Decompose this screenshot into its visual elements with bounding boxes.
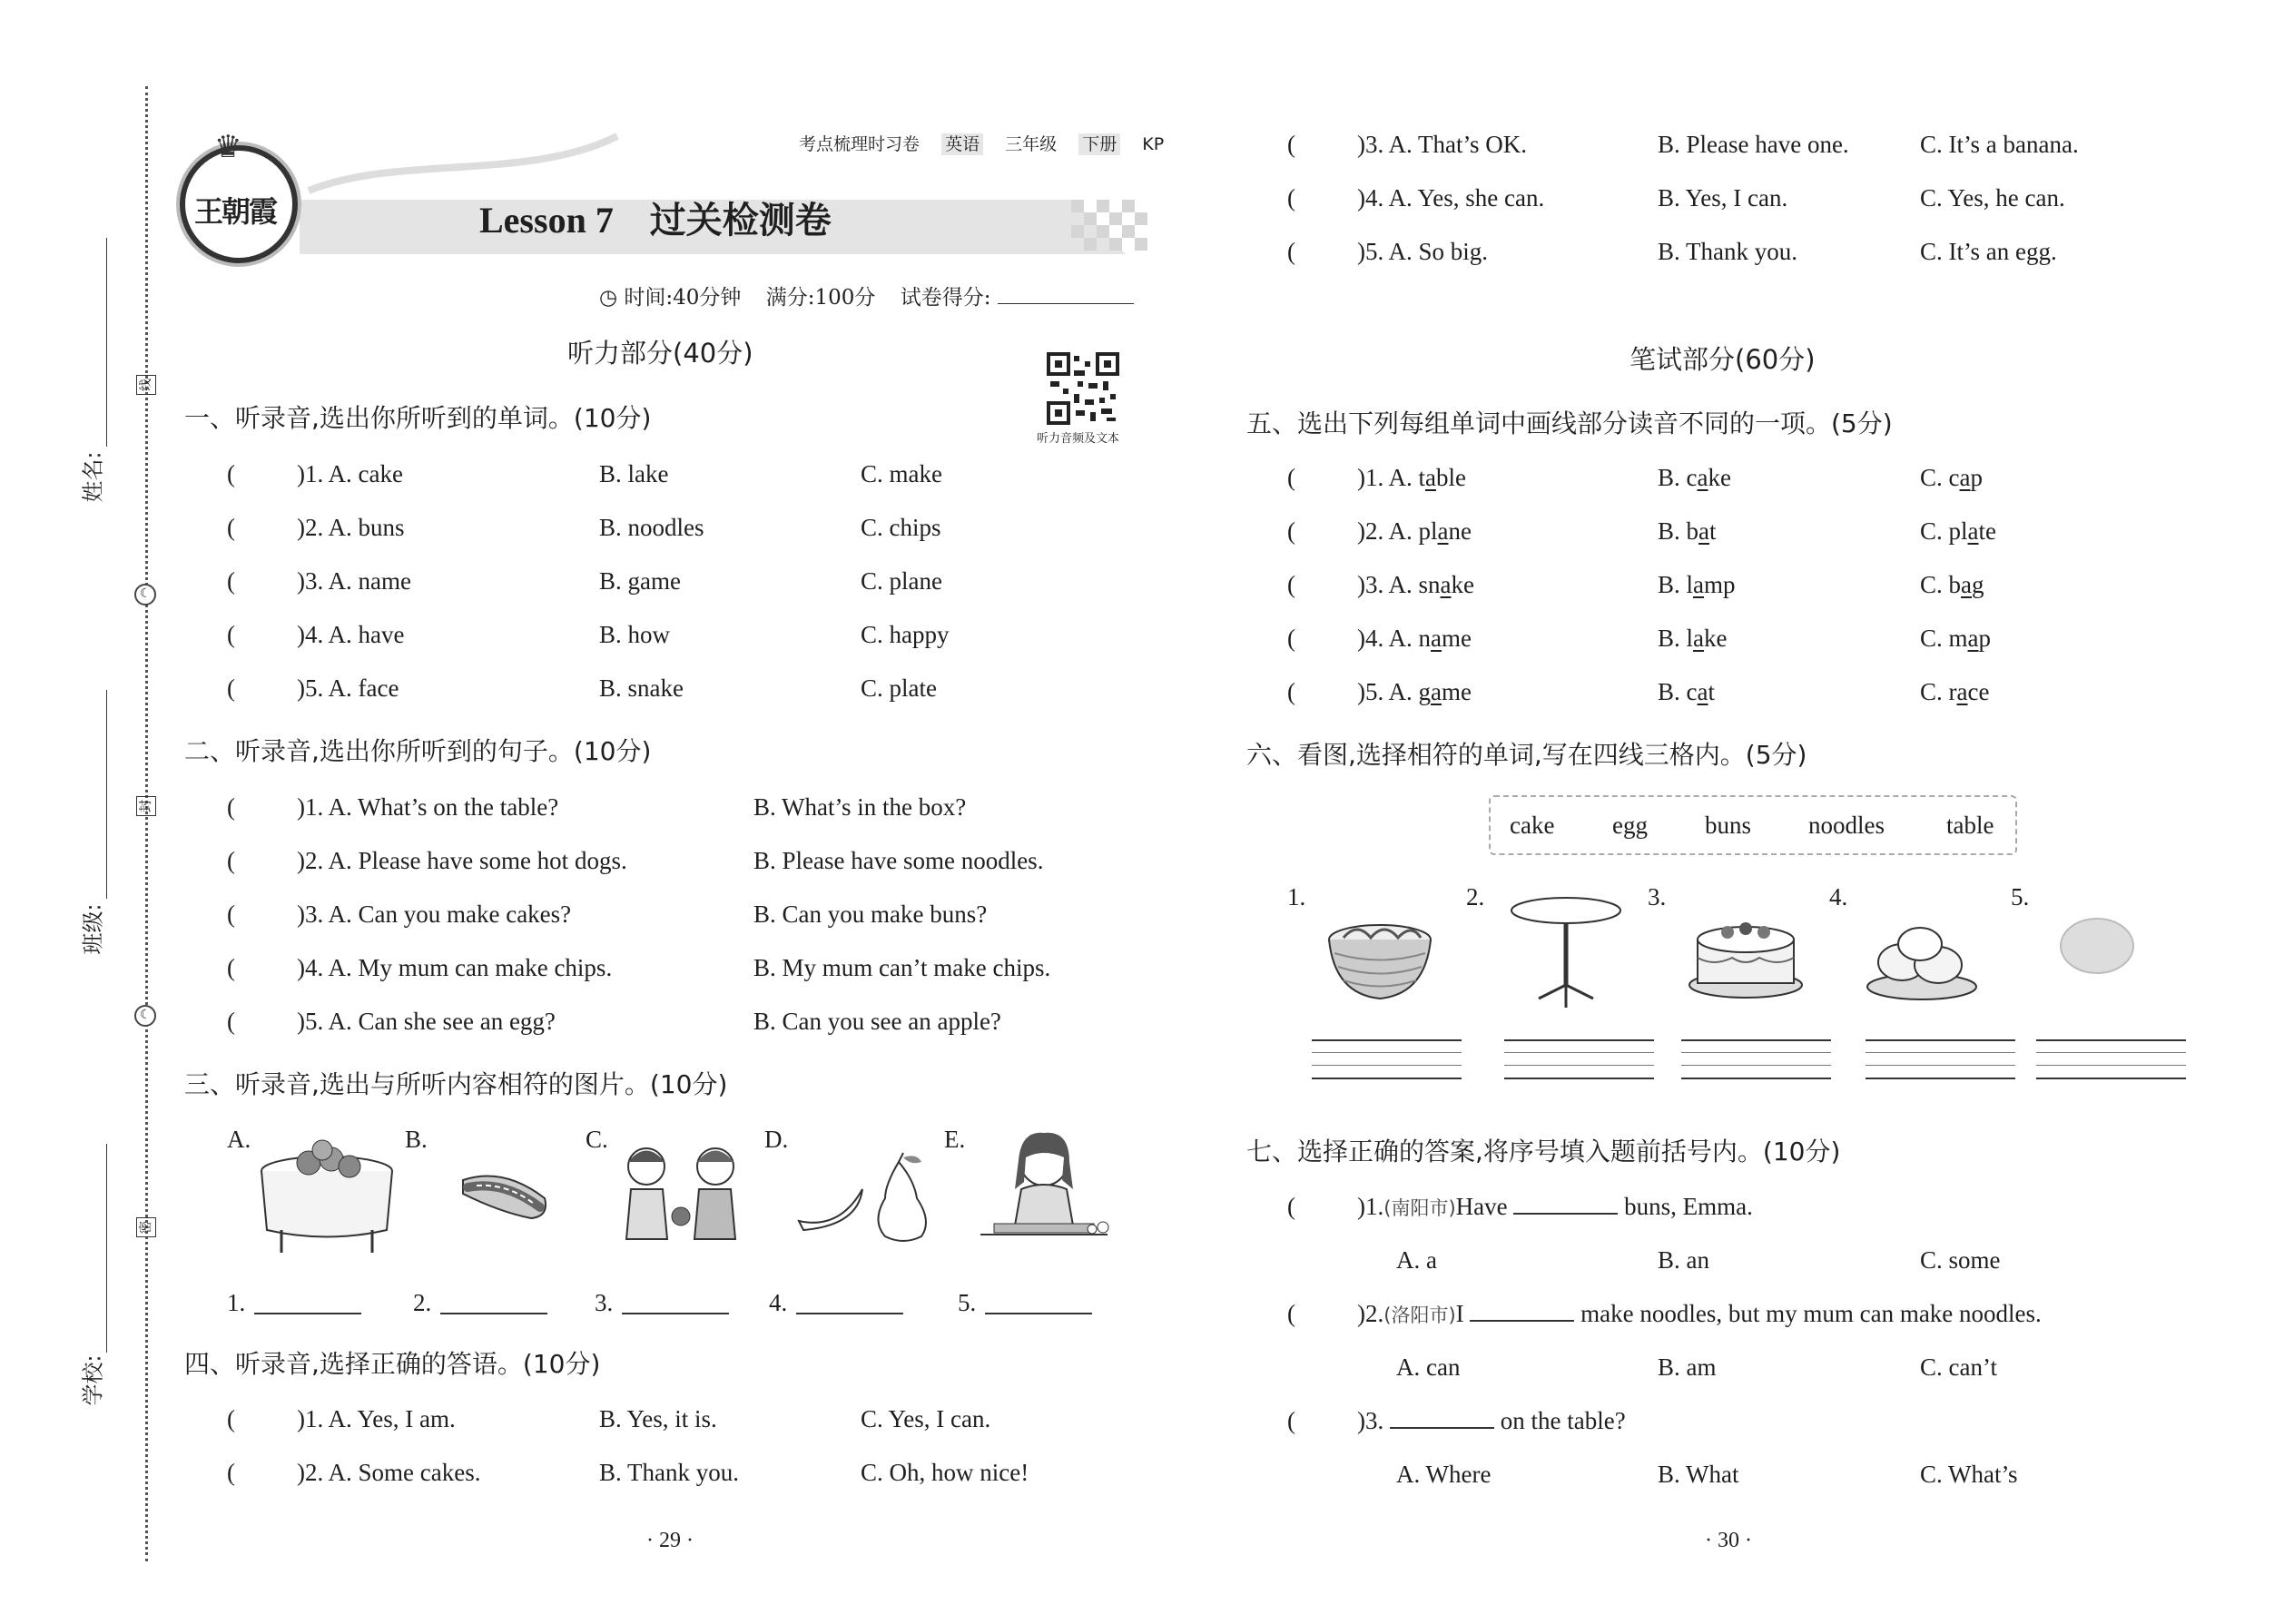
answer-bracket[interactable]: (: [227, 514, 235, 541]
s7-title: 七、选择正确的答案,将序号填入题前括号内。(10分): [1246, 1137, 1841, 1166]
answer-bracket[interactable]: (: [1287, 571, 1295, 598]
answer-bracket[interactable]: (: [1287, 464, 1295, 491]
list-item: ( )4. A. have: [227, 621, 405, 648]
option-b: B. lake: [599, 460, 669, 487]
pic-answer-5: 5.: [958, 1289, 977, 1316]
s7-question-2: ( )2.(洛阳市)I make noodles, but my mum can make noodles.: [1287, 1300, 2042, 1327]
list-item: ( )2. A. Please have some hot dogs.: [227, 847, 627, 874]
list-item: ( )5. A. game: [1287, 678, 1472, 705]
answer-bracket[interactable]: (: [1287, 131, 1295, 158]
school-write-line: [106, 1144, 107, 1353]
list-item: ( )2. A. plane: [1287, 517, 1472, 545]
option-c: C. cap: [1920, 464, 1983, 491]
left-page-number: · 29 ·: [646, 1529, 694, 1552]
list-item: ( )1. A. Yes, I am.: [227, 1405, 456, 1432]
word-bank-item: buns: [1705, 812, 1752, 839]
list-item: ( )1. A. table: [1287, 464, 1466, 491]
option-b: B. Thank you.: [599, 1459, 739, 1486]
time-label: 时间:40分钟: [624, 286, 742, 310]
option-b: B. lake: [1658, 625, 1728, 652]
s5-title: 五、选出下列每组单词中画线部分读音不同的一项。(5分): [1246, 408, 1893, 438]
qr-caption: 听力音频及文本: [1037, 432, 1120, 446]
pic-answer-4: 4.: [769, 1289, 788, 1316]
option-b: B. Can you make buns?: [753, 901, 988, 928]
answer-bracket[interactable]: (: [227, 1459, 235, 1486]
picture-number-4: 4.: [1829, 883, 1848, 910]
option-b: B. What: [1658, 1461, 1739, 1488]
option-c: C. plate: [1920, 517, 1996, 545]
answer-bracket[interactable]: (: [227, 567, 235, 595]
answer-bracket[interactable]: (: [227, 793, 235, 821]
answer-bracket[interactable]: (: [227, 901, 235, 928]
pic-letter-a: A.: [227, 1126, 251, 1153]
listening-title: 听力部分(40分): [567, 338, 753, 369]
cut-char-secret: 密: [136, 1217, 156, 1237]
option-b: B. Thank you.: [1658, 238, 1797, 265]
option-c: C. Oh, how nice!: [861, 1459, 1029, 1486]
answer-bracket[interactable]: (: [1287, 1407, 1295, 1434]
pic-answer-blank-3[interactable]: [622, 1311, 729, 1314]
option-b: B. noodles: [599, 514, 704, 541]
class-label: 班级:: [80, 903, 106, 955]
list-item: ( )2. A. Some cakes.: [227, 1459, 481, 1486]
option-c: C. race: [1920, 678, 1990, 705]
list-item: ( )5. A. So big.: [1287, 238, 1489, 265]
pic-letter-d: D.: [764, 1126, 789, 1153]
s1-title: 一、听录音,选出你所听到的单词。(10分): [184, 403, 652, 433]
answer-bracket[interactable]: (: [1287, 517, 1295, 545]
option-c: C. happy: [861, 621, 950, 648]
score-label: 试卷得分:: [900, 286, 991, 310]
option-a: A. a: [1396, 1246, 1437, 1274]
option-c: C. plate: [861, 674, 937, 702]
option-b: B. game: [599, 567, 681, 595]
option-c: C. Yes, he can.: [1920, 184, 2065, 212]
banana-and-pear-image: [794, 1153, 930, 1244]
cut-char-seal: 封: [136, 796, 156, 816]
answer-bracket[interactable]: (: [1287, 1193, 1295, 1220]
option-c: C. can’t: [1920, 1353, 1997, 1381]
picture-number-3: 3.: [1648, 883, 1667, 910]
pic-letter-e: E.: [944, 1126, 966, 1153]
list-item: ( )4. A. Yes, she can.: [1287, 184, 1545, 212]
option-b: B. Can you see an apple?: [753, 1008, 1001, 1035]
school-label: 学校:: [80, 1354, 106, 1406]
table-with-apples-image: [254, 1139, 399, 1257]
answer-bracket[interactable]: (: [227, 1405, 235, 1432]
option-c: C. map: [1920, 625, 1991, 652]
s6-title: 六、看图,选择相符的单词,写在四线三格内。(5分): [1246, 740, 1807, 770]
girls-playing-image: [608, 1139, 753, 1248]
name-write-line: [106, 238, 107, 447]
answer-bracket[interactable]: (: [227, 954, 235, 981]
list-item: ( )3. A. Can you make cakes?: [227, 901, 572, 928]
option-b: B. cake: [1658, 464, 1731, 491]
option-c: C. It’s an egg.: [1920, 238, 2057, 265]
pic-letter-b: B.: [405, 1126, 428, 1153]
region-tag: (洛阳市): [1383, 1304, 1456, 1326]
binding-ornament-1: ☾: [134, 584, 156, 605]
cut-char-line: 线: [136, 375, 156, 395]
series-info: [799, 131, 1164, 155]
option-a: A. can: [1396, 1353, 1461, 1381]
s3-title: 三、听录音,选出与所听内容相符的图片。(10分): [184, 1069, 728, 1099]
writing-lines-5[interactable]: [2036, 1039, 2186, 1085]
list-item: ( )3. A. snake: [1287, 571, 1474, 598]
list-item: ( )4. A. My mum can make chips.: [227, 954, 613, 981]
answer-bracket[interactable]: (: [227, 674, 235, 702]
logo-text: 王朝霞: [194, 194, 277, 229]
writing-lines-1[interactable]: [1312, 1039, 1462, 1085]
fill-blank[interactable]: [1470, 1302, 1574, 1322]
exam-meta: [599, 281, 1134, 310]
girl-making-food-image: [971, 1126, 1117, 1244]
volume-badge: 下册: [1078, 133, 1120, 155]
round-table-image: [1507, 894, 1625, 1012]
pic-answer-blank-4[interactable]: [796, 1311, 903, 1314]
pic-letter-c: C.: [586, 1126, 608, 1153]
writing-lines-4[interactable]: [1866, 1039, 2015, 1085]
option-b: B. Yes, it is.: [599, 1405, 717, 1432]
option-b: B. Please have some noodles.: [753, 847, 1044, 874]
binding-ornament-2: ☾: [134, 1005, 156, 1027]
score-blank[interactable]: [998, 303, 1134, 304]
series-name: 考点梳理时习卷: [799, 134, 921, 154]
fill-blank[interactable]: [1513, 1195, 1618, 1215]
list-item: ( )4. A. name: [1287, 625, 1472, 652]
option-c: C. make: [861, 460, 942, 487]
picture-number-2: 2.: [1466, 883, 1485, 910]
subject-badge: 英语: [941, 133, 983, 155]
option-b: B. lamp: [1658, 571, 1736, 598]
hot-dog-image: [454, 1162, 554, 1235]
answer-bracket[interactable]: (: [227, 847, 235, 874]
cut-line: [145, 86, 148, 1561]
s4-title: 四、听录音,选择正确的答语。(10分): [184, 1349, 601, 1379]
word-bank-item: table: [1946, 812, 1994, 839]
pic-answer-2: 2.: [413, 1289, 432, 1316]
class-write-line: [106, 690, 107, 899]
picture-number-1: 1.: [1287, 883, 1306, 910]
answer-bracket[interactable]: (: [1287, 184, 1295, 212]
noodles-bowl-image: [1325, 912, 1434, 1003]
option-b: B. Yes, I can.: [1658, 184, 1788, 212]
option-b: B. What’s in the box?: [753, 793, 967, 821]
pic-answer-blank-5[interactable]: [985, 1311, 1092, 1314]
writing-title: 笔试部分(60分): [1629, 344, 1816, 375]
option-c: C. plane: [861, 567, 942, 595]
option-b: B. My mum can’t make chips.: [753, 954, 1051, 981]
list-item: ( )1. A. cake: [227, 460, 403, 487]
answer-bracket[interactable]: (: [1287, 625, 1295, 652]
pic-answer-blank-2[interactable]: [440, 1311, 547, 1314]
option-c: C. chips: [861, 514, 941, 541]
s2-title: 二、听录音,选出你所听到的句子。(10分): [184, 736, 652, 766]
option-b: B. cat: [1658, 678, 1715, 705]
option-b: B. snake: [599, 674, 684, 702]
option-b: B. how: [599, 621, 671, 648]
cake-image: [1687, 903, 1805, 1003]
logo-crown-icon: ♛: [214, 131, 242, 164]
option-b: B. am: [1658, 1353, 1717, 1381]
clock-icon: ◷: [599, 286, 618, 310]
list-item: ( )5. A. Can she see an egg?: [227, 1008, 556, 1035]
buns-image: [1866, 912, 1979, 1003]
list-item: ( )2. A. buns: [227, 514, 405, 541]
list-item: ( )1. A. What’s on the table?: [227, 793, 559, 821]
egg-image: [2056, 917, 2138, 976]
answer-bracket[interactable]: (: [1287, 678, 1295, 705]
answer-bracket[interactable]: (: [1287, 238, 1295, 265]
option-b: B. Please have one.: [1658, 131, 1849, 158]
grade-label: 三年级: [1005, 134, 1058, 154]
option-c: C. bag: [1920, 571, 1984, 598]
fill-blank[interactable]: [1390, 1409, 1494, 1429]
option-c: C. Yes, I can.: [861, 1405, 991, 1432]
pic-answer-3: 3.: [595, 1289, 614, 1316]
option-b: B. bat: [1658, 517, 1717, 545]
answer-bracket[interactable]: (: [227, 621, 235, 648]
region-tag: (南阳市): [1383, 1197, 1456, 1219]
writing-lines-3[interactable]: [1681, 1039, 1831, 1085]
list-item: ( )3. A. name: [227, 567, 411, 595]
answer-bracket[interactable]: (: [227, 1008, 235, 1035]
pic-answer-1: 1.: [227, 1289, 246, 1316]
option-c: C. It’s a banana.: [1920, 131, 2079, 158]
option-b: B. an: [1658, 1246, 1709, 1274]
name-label: 姓名:: [80, 451, 106, 503]
word-bank-item: cake: [1510, 812, 1555, 839]
answer-bracket[interactable]: (: [1287, 1300, 1295, 1327]
full-score-label: 满分:100分: [765, 286, 876, 310]
page-title: Lesson 7 过关检测卷: [479, 200, 832, 241]
picture-number-5: 5.: [2011, 883, 2030, 910]
answer-bracket[interactable]: (: [227, 460, 235, 487]
edition-label: KP: [1142, 134, 1165, 154]
writing-lines-2[interactable]: [1504, 1039, 1654, 1085]
option-c: C. some: [1920, 1246, 2001, 1274]
qr-code-icon[interactable]: [1047, 352, 1119, 425]
s7-question-3: ( )3. on the table?: [1287, 1407, 1626, 1434]
list-item: ( )3. A. That’s OK.: [1287, 131, 1527, 158]
pic-answer-blank-1[interactable]: [254, 1311, 361, 1314]
option-a: A. Where: [1396, 1461, 1492, 1488]
right-page-number: · 30 ·: [1705, 1529, 1752, 1552]
s7-question-1: ( )1.(南阳市)Have buns, Emma.: [1287, 1193, 1753, 1220]
list-item: ( )5. A. face: [227, 674, 399, 702]
word-bank-item: noodles: [1808, 812, 1885, 839]
word-bank: [1489, 795, 2017, 855]
word-bank-item: egg: [1612, 812, 1648, 839]
option-c: C. What’s: [1920, 1461, 2018, 1488]
